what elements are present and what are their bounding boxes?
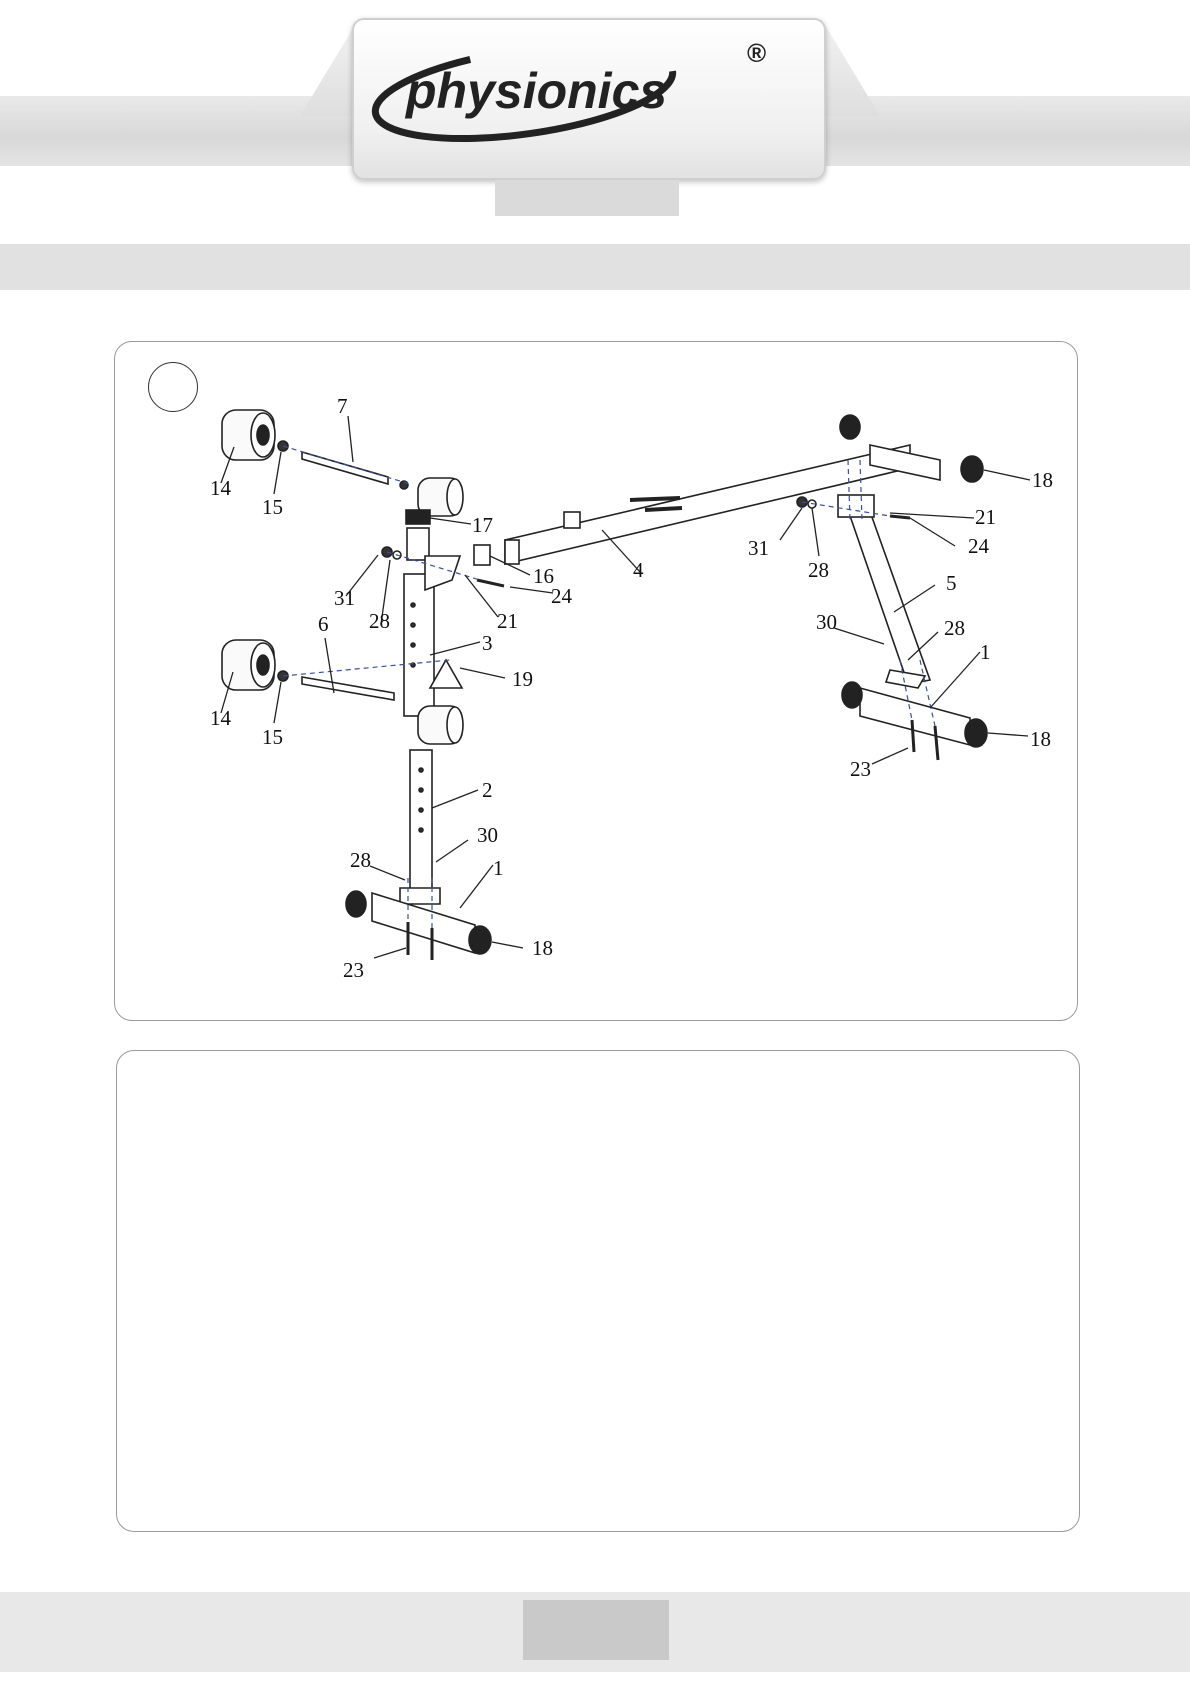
label-2: 2 xyxy=(482,778,493,802)
rod-7 xyxy=(302,452,388,484)
registered-mark: ® xyxy=(747,38,767,68)
label-6: 6 xyxy=(318,612,329,636)
label-14-bottom: 14 xyxy=(210,706,231,730)
end-cap-18-upper-left xyxy=(840,415,860,439)
label-17: 17 xyxy=(472,513,493,537)
label-31-left: 31 xyxy=(334,586,355,610)
label-1-left: 1 xyxy=(493,856,504,880)
insert-16 xyxy=(474,545,490,565)
label-28-left: 28 xyxy=(369,609,390,633)
label-16: 16 xyxy=(533,564,554,588)
label-18-lower-right: 18 xyxy=(1030,727,1051,751)
post-2 xyxy=(400,750,440,904)
bolt-24-right xyxy=(890,516,910,518)
label-30-left: 30 xyxy=(477,823,498,847)
page-number-tab xyxy=(523,1600,669,1660)
label-23-left: 23 xyxy=(343,958,364,982)
label-15-bottom: 15 xyxy=(262,725,283,749)
label-21-left: 21 xyxy=(497,609,518,633)
label-7: 7 xyxy=(337,394,348,418)
label-28-lower-right: 28 xyxy=(944,616,965,640)
label-14-top: 14 xyxy=(210,476,231,500)
label-19: 19 xyxy=(512,667,533,691)
label-24-right: 24 xyxy=(968,534,989,558)
label-28-right: 28 xyxy=(808,558,829,582)
label-15-top: 15 xyxy=(262,495,283,519)
label-4: 4 xyxy=(633,558,644,582)
bolt-23-right-a xyxy=(912,720,914,752)
label-30-right: 30 xyxy=(816,610,837,634)
label-18-lower-left: 18 xyxy=(532,936,553,960)
cap-17 xyxy=(406,510,430,524)
rear-roller-pad-left xyxy=(222,410,275,460)
label-3: 3 xyxy=(482,631,493,655)
label-18-upper-right: 18 xyxy=(1032,468,1053,492)
angled-support-5 xyxy=(838,495,930,688)
label-28-lower-left: 28 xyxy=(350,848,371,872)
label-23-right: 23 xyxy=(850,757,871,781)
label-21-right: 21 xyxy=(975,505,996,529)
end-cap-18-upper-right xyxy=(961,456,983,482)
front-roller-pad-right xyxy=(418,706,463,744)
label-5: 5 xyxy=(946,571,957,595)
label-1-right: 1 xyxy=(980,640,991,664)
logo-wordmark: physionics xyxy=(406,63,668,119)
bolt-24-left xyxy=(477,580,504,586)
label-24-left: 24 xyxy=(551,584,572,608)
rod-6 xyxy=(302,677,394,700)
label-31-right: 31 xyxy=(748,536,769,560)
instructions-panel xyxy=(116,1050,1080,1532)
